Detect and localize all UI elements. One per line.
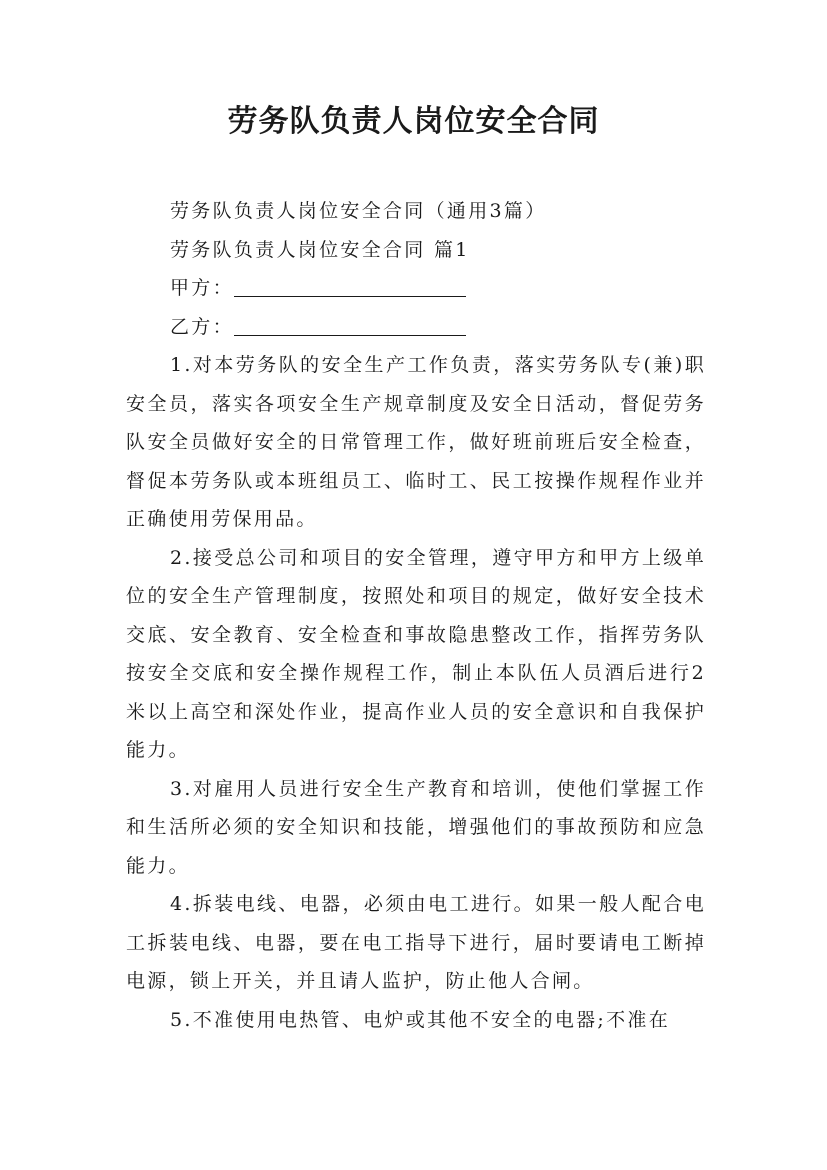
clause-2: 2.接受总公司和项目的安全管理，遵守甲方和甲方上级单位的安全生产管理制度，按照处和项目的规定，做好安全技术交底、安全教育、安全检查和事故隐患整改工作，指挥劳务队按安全交底和安全操作规程工作，制止本队伍人员酒后进行2米以上高空和深处作业，提高作业人员的安全意识和自我保护能力。 bbox=[126, 546, 706, 761]
clause-4: 4.拆装电线、电器，必须由电工进行。如果一般人配合电工拆装电线、电器，要在电工指导下进行，届时要请电工断掉电源，锁上开关，并且请人监护，防止他人合闸。 bbox=[126, 893, 706, 992]
party-b-blank bbox=[234, 313, 466, 336]
party-b-label: 乙方： bbox=[170, 315, 234, 338]
document-body bbox=[126, 192, 706, 1039]
document-title: 劳务队负责人岗位安全合同 bbox=[227, 104, 600, 139]
party-a-line bbox=[126, 269, 706, 308]
clause-5: 5.不准使用电热管、电炉或其他不安全的电器;不准在 bbox=[170, 1008, 671, 1031]
party-b-line bbox=[126, 308, 706, 347]
section-heading: 劳务队负责人岗位安全合同 篇1 bbox=[170, 238, 470, 261]
document-subtitle: 劳务队负责人岗位安全合同（通用3篇） bbox=[170, 200, 547, 222]
clause-1: 1.对本劳务队的安全生产工作负责，落实劳务队专(兼)职安全员，落实各项安全生产规章制度及安全日活动，督促劳务队安全员做好安全的日常管理工作，做好班前班后安全检查，督促本劳务队或本班组员工、临时工、民工按操作规程作业并正确使用劳保用品。 bbox=[126, 354, 706, 530]
clause-3: 3.对雇用人员进行安全生产教育和培训，使他们掌握工作和生活所必须的安全知识和技能，增强他们的事故预防和应急能力。 bbox=[126, 777, 706, 877]
party-a-blank bbox=[234, 274, 466, 297]
party-a-label: 甲方： bbox=[170, 277, 234, 299]
